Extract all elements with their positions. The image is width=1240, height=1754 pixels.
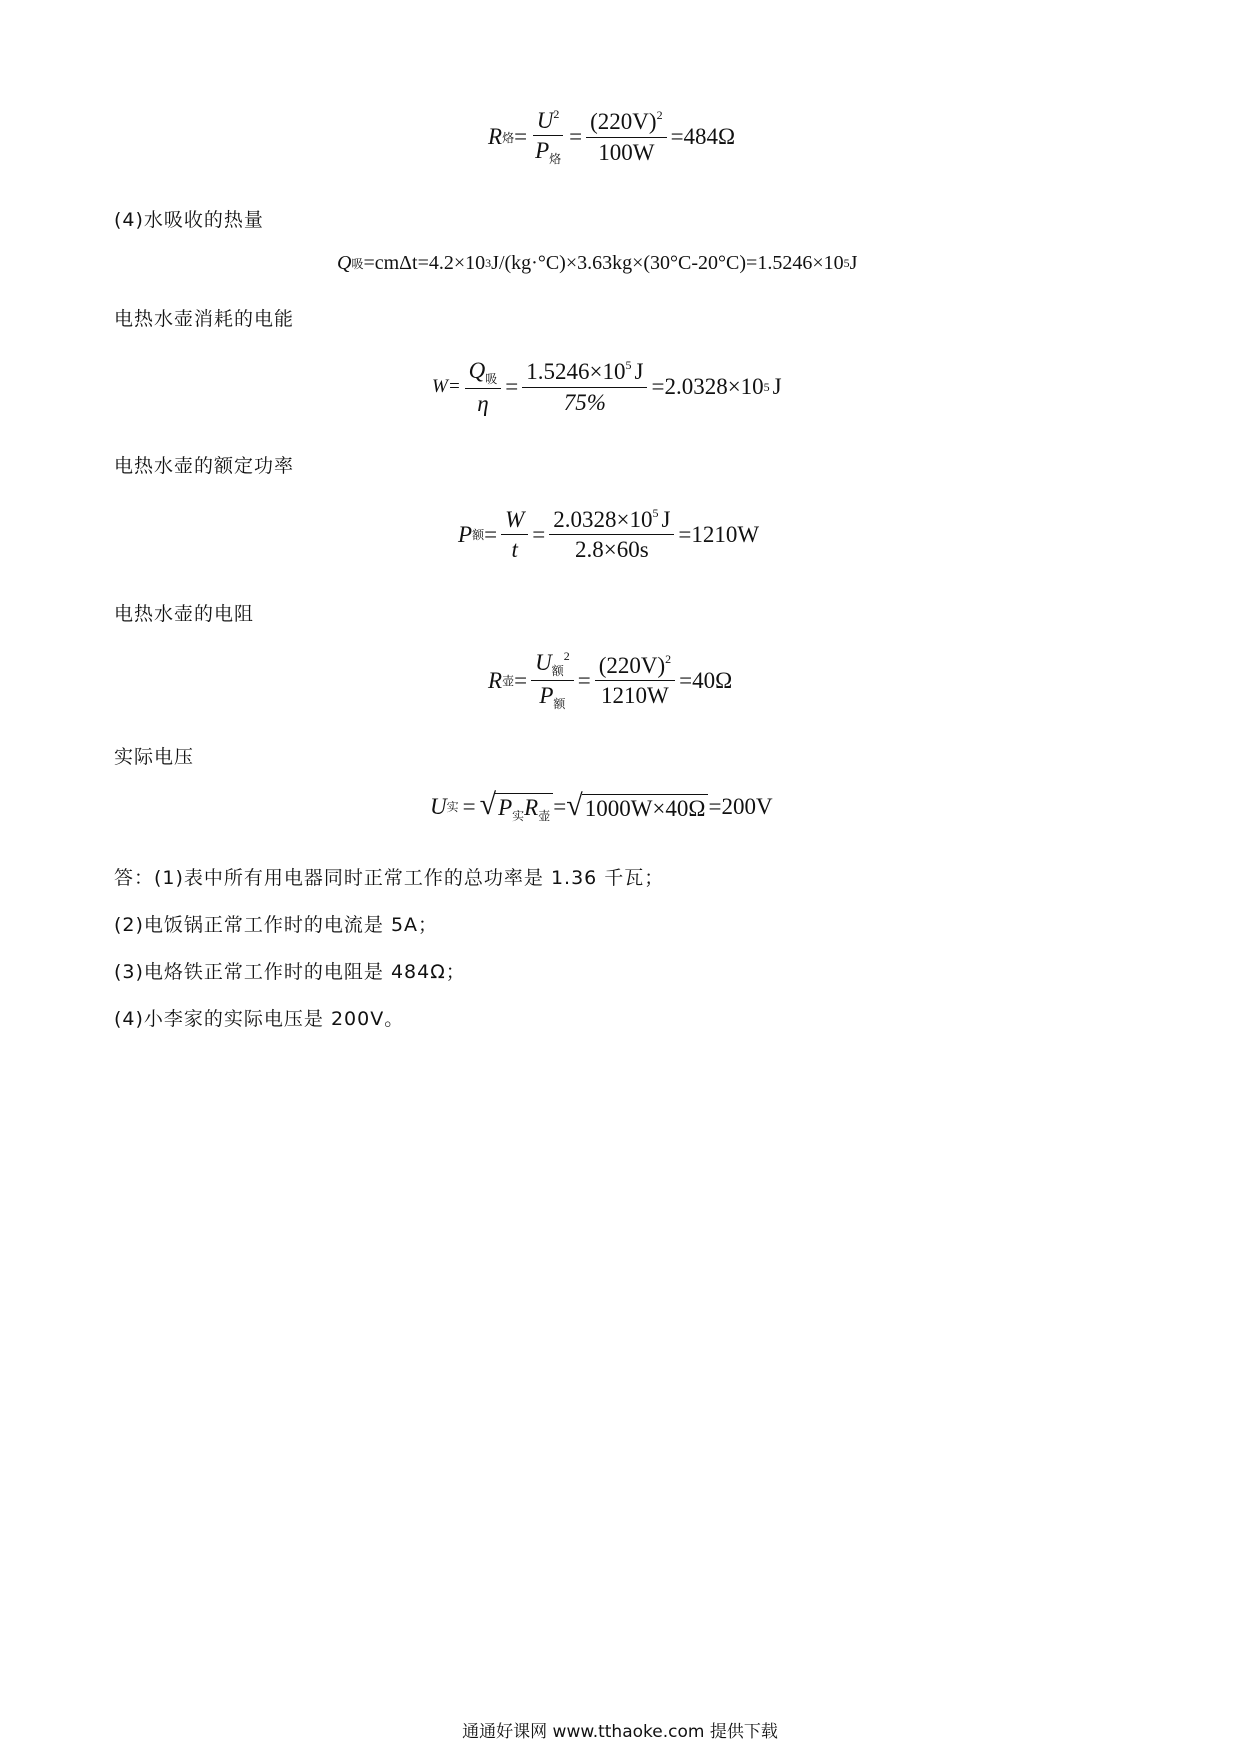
frac-num: U bbox=[535, 650, 552, 675]
eq-sign: = bbox=[553, 793, 567, 819]
frac-den: 75% bbox=[563, 389, 606, 415]
sqrt-term: P bbox=[498, 795, 513, 820]
eq-sign: = bbox=[569, 124, 583, 150]
eq-sign: = bbox=[514, 667, 528, 693]
page-footer: 通通好课网 www.tthaoke.com 提供下载 bbox=[462, 1722, 778, 1742]
heading-actual-voltage: 实际电压 bbox=[114, 746, 195, 768]
frac-num: 2.0328×10 bbox=[553, 507, 653, 532]
frac-den: 1210W bbox=[601, 683, 669, 709]
eq-lhs: R bbox=[488, 124, 503, 150]
frac-den: P bbox=[535, 138, 550, 164]
eq-body: =cmΔt=4.2×10 bbox=[363, 252, 486, 274]
equation-iron-resistance bbox=[488, 108, 735, 166]
frac-num-sup: 2 bbox=[563, 649, 570, 663]
eq-body: J/(kg·°C)×3.63kg×(30°C-20°C)=1.5246×10 bbox=[491, 252, 844, 274]
eq-result: =200V bbox=[708, 793, 773, 819]
frac-den: 2.8×60s bbox=[574, 537, 649, 563]
heading-heat-absorbed: (4)水吸收的热量 bbox=[114, 209, 264, 231]
eq-sign: = bbox=[462, 793, 476, 819]
square-root bbox=[566, 788, 708, 823]
eq-sign: = bbox=[514, 124, 528, 150]
frac-den: 100W bbox=[598, 139, 655, 165]
frac-den-sub: 烙 bbox=[549, 152, 562, 167]
radical-sign-icon: √ bbox=[479, 788, 497, 821]
eq-sign: = bbox=[577, 667, 591, 693]
frac-num: U bbox=[536, 108, 554, 133]
frac-den: P bbox=[539, 683, 554, 709]
frac-num: (220V) bbox=[590, 109, 657, 135]
equation-energy bbox=[432, 358, 782, 416]
frac-num-sub: 额 bbox=[551, 664, 564, 678]
eq-lhs-sub: 实 bbox=[446, 800, 459, 815]
heading-energy-consumed: 电热水壶消耗的电能 bbox=[114, 308, 295, 330]
eq-lhs-sub: 吸 bbox=[351, 257, 364, 271]
frac-den-sub: 额 bbox=[553, 697, 566, 712]
fraction bbox=[595, 653, 675, 709]
radical-sign-icon: √ bbox=[566, 788, 583, 822]
eq-result: =1210W bbox=[678, 521, 760, 547]
eq-lhs-sub: 额 bbox=[472, 528, 485, 543]
frac-num-sup: 2 bbox=[553, 107, 560, 121]
eq-result: =40Ω bbox=[679, 667, 733, 693]
answer-line: (2)电饭锅正常工作时的电流是 5A； bbox=[114, 914, 439, 936]
equation-heat bbox=[337, 252, 857, 275]
frac-den: η bbox=[477, 391, 489, 417]
heading-rated-power: 电热水壶的额定功率 bbox=[114, 455, 295, 477]
sqrt-term: R bbox=[524, 795, 539, 820]
equation-power bbox=[458, 507, 759, 563]
equation-kettle-resistance bbox=[488, 650, 732, 711]
frac-den: t bbox=[511, 537, 518, 563]
eq-lhs: U bbox=[430, 793, 447, 819]
frac-num-sub: 吸 bbox=[485, 372, 498, 386]
eq-sign: = bbox=[484, 521, 498, 547]
square-root bbox=[480, 790, 554, 823]
frac-num-sup: 5 bbox=[652, 506, 659, 520]
sqrt-term-sub: 壶 bbox=[538, 809, 551, 823]
frac-num-sup: 2 bbox=[665, 651, 672, 666]
eq-sup: 3 bbox=[485, 256, 492, 270]
frac-num: (220V) bbox=[598, 652, 666, 678]
fraction bbox=[522, 359, 647, 415]
eq-sup: 5 bbox=[843, 256, 850, 270]
eq-lhs: R bbox=[488, 667, 503, 693]
fraction bbox=[549, 507, 674, 563]
eq-result: =2.0328×10 bbox=[651, 374, 764, 400]
eq-body: J bbox=[849, 252, 858, 274]
eq-result-sup: 5 bbox=[763, 379, 770, 394]
eq-result: =484Ω bbox=[670, 124, 736, 150]
equation-voltage bbox=[430, 790, 773, 823]
eq-sign: = bbox=[532, 521, 546, 547]
answer-line: 答：(1)表中所有用电器同时正常工作的总功率是 1.36 千瓦； bbox=[114, 867, 665, 889]
frac-num-sup: 5 bbox=[625, 358, 632, 373]
eq-lhs: W= bbox=[432, 376, 461, 398]
frac-num-unit: J bbox=[634, 359, 644, 385]
eq-lhs: P bbox=[458, 521, 473, 547]
fraction bbox=[586, 109, 666, 165]
eq-lhs-sub: 烙 bbox=[502, 130, 515, 145]
frac-num: W bbox=[501, 507, 528, 535]
eq-lhs-sub: 壶 bbox=[502, 674, 515, 689]
sqrt-term: 1000W×40Ω bbox=[582, 794, 709, 823]
heading-kettle-resistance: 电热水壶的电阻 bbox=[114, 603, 255, 625]
fraction bbox=[531, 108, 565, 166]
fraction bbox=[465, 358, 502, 416]
sqrt-term-sub: 实 bbox=[512, 809, 525, 823]
answer-line: (4)小李家的实际电压是 200V。 bbox=[114, 1008, 405, 1030]
fraction bbox=[501, 507, 528, 563]
frac-num-sup: 2 bbox=[656, 108, 663, 123]
answer-line: (3)电烙铁正常工作时的电阻是 484Ω； bbox=[114, 961, 466, 983]
eq-result-unit: J bbox=[772, 374, 782, 400]
frac-num-unit: J bbox=[661, 507, 671, 532]
eq-sign: = bbox=[505, 374, 519, 400]
frac-num: 1.5246×10 bbox=[526, 359, 626, 385]
eq-lhs: Q bbox=[337, 252, 352, 274]
frac-num: Q bbox=[468, 358, 486, 383]
fraction bbox=[531, 650, 574, 711]
